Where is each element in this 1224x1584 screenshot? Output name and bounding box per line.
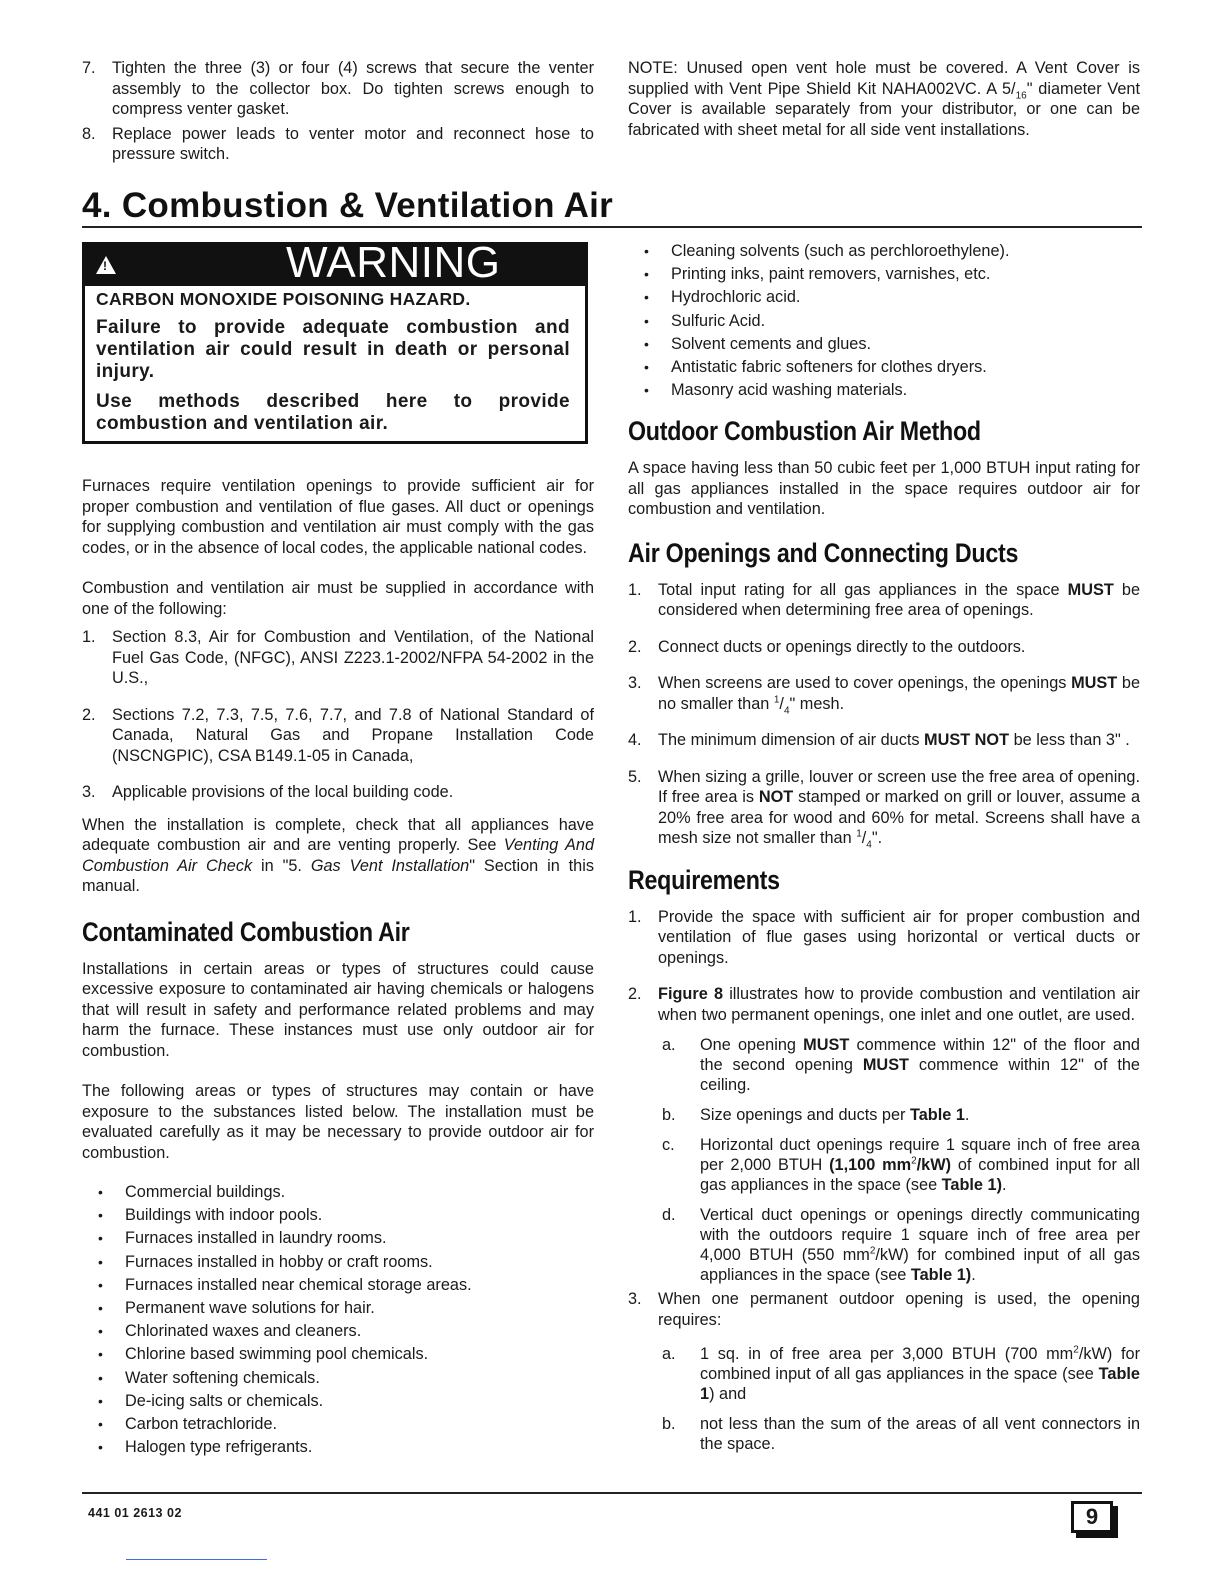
list-item: • Sulfuric Acid.: [644, 311, 766, 330]
code-item: 2. Sections 7.2, 7.3, 7.5, 7.6, 7.7, and 7.8 of National Standard of Canada, Natural Gas and Propane Installation Code (NSCNGPIC), CSA B149.1-05 in Canada,: [82, 705, 594, 765]
accordance-paragraph: Combustion and ventilation air must be supplied in accordance with one of the following:: [82, 579, 594, 618]
section-title: 4. Combustion & Ventilation Air: [82, 186, 1142, 228]
list-item: • Water softening chemicals.: [98, 1368, 320, 1387]
requirement-3b: b. not less than the sum of the areas of all vent connectors in the space.: [662, 1415, 1140, 1454]
openings-item-3: 3. When screens are used to cover openings, the openings MUST be no smaller than $^1/_4$" mesh.: [628, 674, 1140, 717]
intro-paragraph: Furnaces require ventilation openings to provide sufficient air for proper combustion and ventilation of flue gases. All duct or openings for supplying combustion and ventilation air must comply with the gas codes, or in the absence of local codes, the applicable national codes.: [82, 477, 594, 557]
right-column: [628, 240, 1140, 1470]
step-7: 7. Tighten the three (3) or four (4) screws that secure the venter assembly to the collector box. Do tighten screws enough to compress venter gasket.: [82, 59, 594, 118]
code-list: [82, 627, 594, 803]
code-item: 1. Section 8.3, Air for Combustion and Ventilation, of the National Fuel Gas Code, (NFGC), ANSI Z223.1-2002/NFPA 54-2002 in the U.S.,: [82, 628, 594, 687]
requirements-heading: Requirements: [628, 864, 780, 895]
warning-hazard: CARBON MONOXIDE POISONING HAZARD.: [96, 289, 471, 309]
openings-item-5: 5. When sizing a grille, louver or screen use the free area of opening. If free area is NOT stamped or marked on grill or louver, assume a 20% free area for wood and 60% for metal. Screens shall have a mesh size not smaller than $^1/_4$".: [628, 767, 1140, 851]
requirement-3a: a. 1 sq. in of free area per 3,000 BTUH (700 $mm^2/kW$) for combined input of all gas appliances in the space (see Table 1) and: [662, 1345, 1140, 1404]
list-item: • Antistatic fabric softeners for clothes dryers.: [644, 358, 987, 377]
list-item: • Permanent wave solutions for hair.: [98, 1299, 375, 1318]
warning-content: [96, 289, 570, 443]
contaminated-paragraph-1: Installations in certain areas or types of structures could cause excessive exposure to contaminated air having chemicals or halogens that will result in safety and performance related problems and may harm the furnace. These instances must use only outdoor air for combustion.: [82, 959, 594, 1060]
openings-item-1: 1. Total input rating for all gas appliances in the space MUST be considered when determining free area of openings.: [628, 580, 1140, 620]
list-item: • Printing inks, paint removers, varnishes, etc.: [644, 265, 991, 284]
code-item: 3. Applicable provisions of the local building code.: [82, 783, 454, 801]
blue-underline: [126, 1559, 267, 1560]
list-item: • Furnaces installed in hobby or craft rooms.: [98, 1252, 433, 1271]
requirement-3: 3. When one permanent outdoor opening is used, the opening requires: a. 1 sq. in of free area per 3,000 BTUH (700 $mm^2/kW$) for combined input of all gas appliances in the space (see Table 1) and b. not less than the sum of the areas of all vent connectors in the space.: [628, 1290, 1140, 1454]
contaminated-heading: Contaminated Combustion Air: [82, 916, 410, 947]
requirement-2c: c. Horizontal duct openings require 1 square inch of free area per 2,000 BTUH (1,100 $mm^2/kW$) of combined input for all gas appliances in the space (see Table 1).: [662, 1136, 1140, 1195]
list-item: • Furnaces installed in laundry rooms.: [98, 1229, 387, 1248]
list-item: • De-icing salts or chemicals.: [98, 1391, 324, 1410]
requirements-list: [628, 907, 1140, 1455]
document-code: 441 01 2613 02: [88, 1506, 182, 1520]
openings-list: [628, 580, 1140, 849]
outdoor-paragraph: A space having less than 50 cubic feet per 1,000 BTUH input rating for all gas appliances installed in the space requires outdoor air for combustion and ventilation.: [628, 459, 1140, 519]
requirement-1: 1. Provide the space with sufficient air for proper combustion and ventilation of flue gases using horizontal or vertical ducts or openings.: [628, 907, 1140, 967]
left-column: [82, 476, 594, 1459]
list-item: • Masonry acid washing materials.: [644, 381, 908, 400]
warning-triangle-icon: !: [96, 256, 116, 274]
list-item: • Solvent cements and glues.: [644, 334, 872, 353]
substances-list: [628, 240, 1140, 402]
outdoor-heading: Outdoor Combustion Air Method: [628, 416, 981, 447]
requirement-2a: a. One opening MUST commence within 12" of the floor and the second opening MUST commence within 12" of the ceiling.: [662, 1036, 1140, 1095]
contaminated-paragraph-2: The following areas or types of structures may contain or have exposure to the substances listed below. The installation must be evaluated carefully as it may be necessary to provide outdoor air for combustion.: [82, 1082, 594, 1162]
requirement-2b: b. Size openings and ducts per Table 1.: [662, 1106, 970, 1125]
list-item: • Carbon tetrachloride.: [98, 1415, 278, 1434]
list-item: • Halogen type refrigerants.: [98, 1438, 313, 1457]
list-item: • Commercial buildings.: [98, 1183, 286, 1201]
footer-rule: [82, 1492, 1142, 1494]
requirement-2-sublist: [658, 1035, 1140, 1285]
warning-text-2: Use methods described here to provide combustion and ventilation air.: [96, 391, 570, 434]
contaminated-list: [82, 1181, 594, 1459]
page-number: 9: [1071, 1501, 1113, 1533]
list-item: • Cleaning solvents (such as perchloroethylene).: [644, 242, 1010, 260]
warning-title: WARNING: [286, 238, 501, 287]
step-8: 8. Replace power leads to venter motor and reconnect hose to pressure switch.: [82, 124, 594, 163]
requirement-3-sublist: [658, 1344, 1140, 1454]
openings-heading: Air Openings and Connecting Ducts: [628, 537, 1019, 568]
warning-text-1: Failure to provide adequate combustion and ventilation air could result in death or personal injury.: [96, 317, 570, 382]
list-item: • Furnaces installed near chemical storage areas.: [98, 1275, 472, 1294]
list-item: • Chlorinated waxes and cleaners.: [98, 1322, 362, 1341]
requirement-2: 2. Figure 8 illustrates how to provide combustion and ventilation air when two permanent openings, one inlet and one outlet, are used. a. One opening MUST commence within 12" of the floor and the second opening MUST commence within 12" of the ceiling. b. Size openings and ducts per Table 1. c. Horizontal duct openings require 1 square inch of free area per 2,000 BTUH (1,100 $mm^2/kW$) of combined input for all gas appliances in the space (see Table 1). d. Vertical duct openings or openings directly communicating with the outdoors require 1 square inch of free area per 4,000 BTUH (550 $mm^2/kW$) for combined input of all gas appliances in the space (see Table 1).: [628, 985, 1140, 1285]
top-left-steps: [82, 58, 594, 165]
openings-item-4: 4. The minimum dimension of air ducts MUST NOT be less than 3" .: [628, 731, 1130, 750]
vent-cover-note: NOTE: Unused open vent hole must be covered. A Vent Cover is supplied with Vent Pipe Shield Kit NAHA002VC. A $5/_{16}$" diameter Vent Cover is available separately from your distributor, or one can be fabricated with sheet metal for all side vent installations.: [628, 59, 1141, 139]
requirement-2d: d. Vertical duct openings or openings directly communicating with the outdoors require 1 square inch of free area per 4,000 BTUH (550 $mm^2/kW$) for combined input of all gas appliances in the space (see Table 1).: [662, 1206, 1140, 1285]
check-paragraph: When the installation is complete, check that all appliances have adequate combustion air and are venting properly. See Venting And Combustion Air Check in "5. Gas Vent Installation" Section in this manual.: [82, 815, 595, 895]
list-item: • Buildings with indoor pools.: [98, 1206, 323, 1225]
list-item: • Chlorine based swimming pool chemicals.: [98, 1345, 429, 1364]
openings-item-2: 2. Connect ducts or openings directly to the outdoors.: [628, 637, 1026, 656]
list-item: • Hydrochloric acid.: [644, 288, 801, 307]
